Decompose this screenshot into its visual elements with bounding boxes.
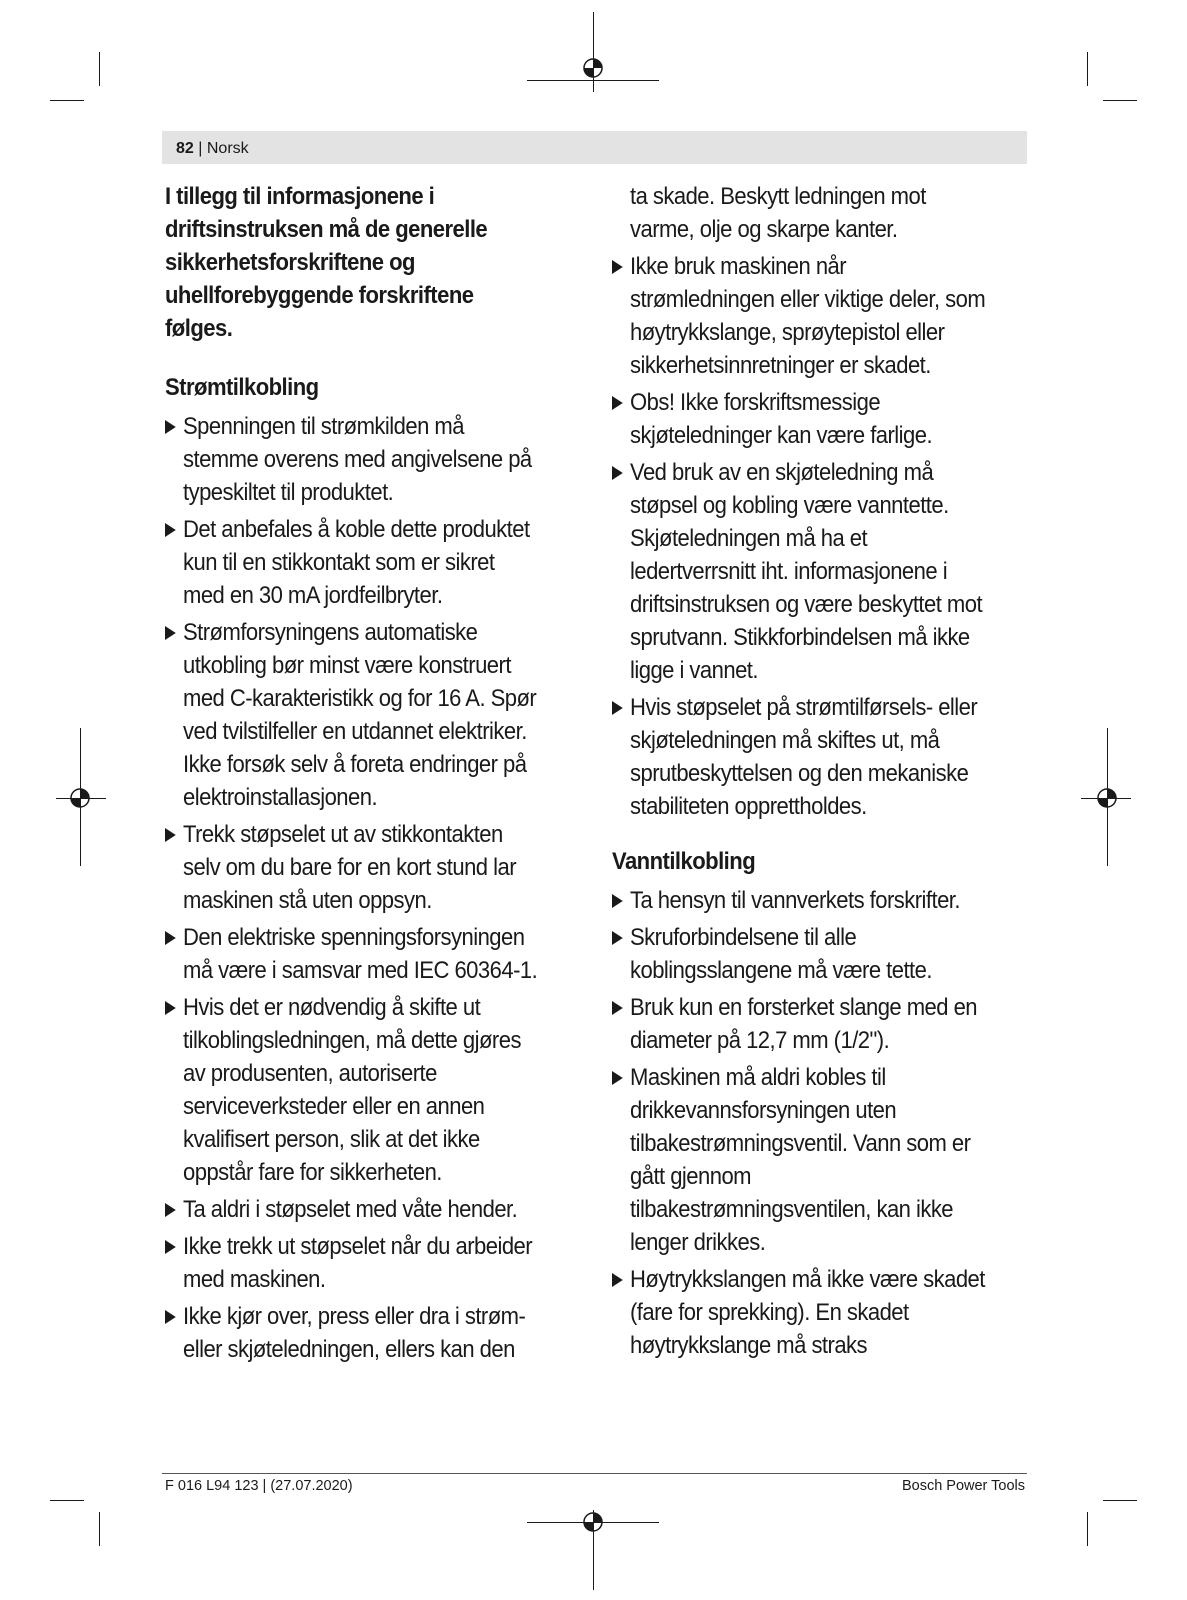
bullet-triangle-icon	[165, 931, 176, 945]
page-number: 82	[176, 140, 194, 157]
list-item: Obs! Ikke forskriftsmessige skjøteledninger kan være farlige.	[612, 386, 986, 452]
header-separator: |	[198, 140, 203, 157]
right-column	[612, 180, 986, 1384]
bullet-triangle-icon	[165, 420, 176, 434]
list-item: Trekk støpselet ut av stikkontakten selv om du bare for en kort stund lar maskinen stå uten oppsyn.	[165, 818, 539, 917]
power-safety-list-continued	[612, 250, 986, 823]
water-safety-list	[612, 884, 986, 1362]
footer-brand: Bosch Power Tools	[901, 1478, 1025, 1494]
page-header	[176, 140, 249, 158]
list-item: Høytrykkslangen må ikke være skadet (fare for sprekking). En skadet høytrykkslange må straks	[612, 1263, 986, 1362]
footer-document-code: F 016 L94 123 | (27.07.2020)	[165, 1478, 353, 1494]
list-item: Ikke trekk ut støpselet når du arbeider med maskinen.	[165, 1230, 539, 1296]
registration-target-icon	[581, 1510, 605, 1534]
section-heading-power: Strømtilkobling	[165, 374, 319, 401]
list-item: Bruk kun en forsterket slange med en diameter på 12,7 mm (1/2").	[612, 991, 986, 1057]
section-heading-water: Vanntilkobling	[612, 848, 756, 875]
bullet-triangle-icon	[612, 260, 623, 274]
list-item: Ved bruk av en skjøteledning må støpsel og kobling være vanntette. Skjøteledningen må ha et ledertverrsnitt iht. informasjonene i driftsinstruksen og være beskyttet mot sprutvann. Stikkforbindelsen må ikke ligge i vannet.	[612, 456, 986, 687]
bullet-triangle-icon	[612, 894, 623, 908]
footer-divider	[162, 1473, 1027, 1474]
bullet-triangle-icon	[165, 1310, 176, 1324]
list-item: Ta hensyn til vannverkets forskrifter.	[612, 884, 986, 917]
list-item: Det anbefales å koble dette produktet kun til en stikkontakt som er sikret med en 30 mA jordfeilbryter.	[165, 513, 539, 612]
list-item: Den elektriske spenningsforsyningen må være i samsvar med IEC 60364-1.	[165, 921, 539, 987]
continued-list-text: ta skade. Beskytt ledningen mot varme, olje og skarpe kanter.	[630, 183, 926, 243]
bullet-triangle-icon	[612, 1071, 623, 1085]
bullet-triangle-icon	[612, 396, 623, 410]
list-item: Ikke kjør over, press eller dra i strøm- eller skjøteledningen, ellers kan den	[165, 1300, 539, 1366]
list-item: Ikke bruk maskinen når strømledningen eller viktige deler, som høytrykkslange, sprøytepistol eller sikkerhetsinnretninger er skadet.	[612, 250, 986, 382]
page-header-bar	[162, 131, 1027, 164]
bullet-triangle-icon	[612, 1273, 623, 1287]
intro-paragraph: I tillegg til informasjonene i driftsinstruksen må de generelle sikkerhetsforskriftene og uhellforebyggende forskriftene følges.	[165, 183, 488, 342]
list-item: Hvis det er nødvendig å skifte ut tilkoblingsledningen, må dette gjøres av produsenten, autoriserte serviceverksteder eller en annen kvalifisert person, slik at det ikke oppstår fare for sikkerheten.	[165, 991, 539, 1189]
bullet-triangle-icon	[612, 701, 623, 715]
bullet-triangle-icon	[612, 466, 623, 480]
list-item: Skruforbindelsene til alle koblingsslangene må være tette.	[612, 921, 986, 987]
list-item: Ta aldri i støpselet med våte hender.	[165, 1193, 539, 1226]
power-safety-list	[165, 410, 539, 1366]
registration-target-icon	[1095, 786, 1119, 810]
registration-target-icon	[581, 56, 605, 80]
bullet-triangle-icon	[165, 1240, 176, 1254]
list-item: Maskinen må aldri kobles til drikkevannsforsyningen uten tilbakestrømningsventil. Vann som er gått gjennom tilbakestrømningsventilen, kan ikke lenger drikkes.	[612, 1061, 986, 1259]
bullet-triangle-icon	[165, 523, 176, 537]
bullet-triangle-icon	[165, 626, 176, 640]
bullet-triangle-icon	[165, 828, 176, 842]
left-column	[165, 180, 539, 1388]
header-language: Norsk	[206, 140, 249, 157]
bullet-triangle-icon	[612, 931, 623, 945]
bullet-triangle-icon	[612, 1001, 623, 1015]
list-item: Hvis støpselet på strømtilførsels- eller skjøteledningen må skiftes ut, må sprutbeskyttelsen og den mekaniske stabiliteten opprettholdes.	[612, 691, 986, 823]
bullet-triangle-icon	[165, 1001, 176, 1015]
list-item: Spenningen til strømkilden må stemme overens med angivelsene på typeskiltet til produktet.	[165, 410, 539, 509]
bullet-triangle-icon	[165, 1203, 176, 1217]
list-item: Strømforsyningens automatiske utkobling bør minst være konstruert med C-karakteristikk og for 16 A. Spør ved tvilstilfeller en utdannet elektriker. Ikke forsøk selv å foreta endringer på elektroinstallasjonen.	[165, 616, 539, 814]
registration-target-icon	[68, 786, 92, 810]
